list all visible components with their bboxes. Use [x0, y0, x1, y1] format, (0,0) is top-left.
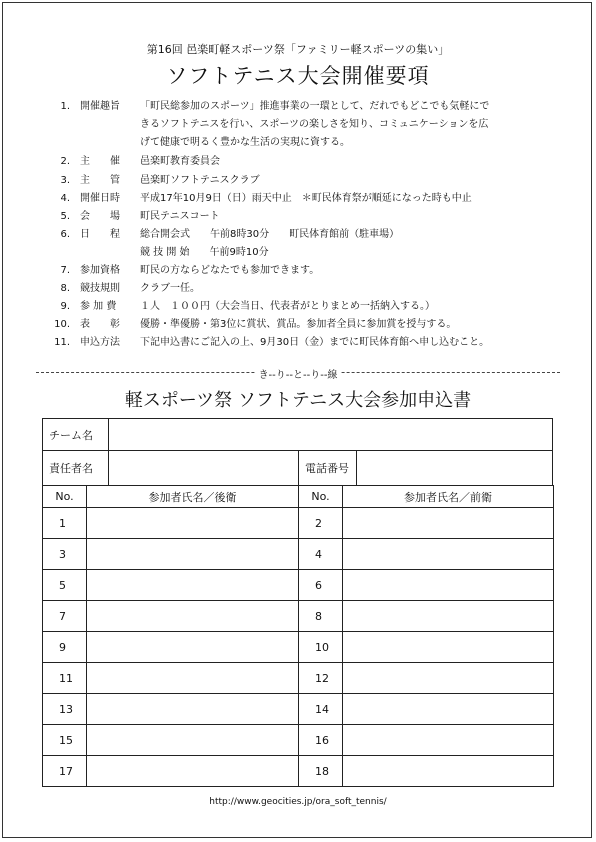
- page-title: ソフトテニス大会開催要項: [166, 64, 430, 88]
- rear-player-field[interactable]: [87, 601, 299, 632]
- item-label: 参 加 費: [80, 301, 117, 312]
- row-number: 14: [299, 694, 343, 725]
- row-number: 17: [43, 756, 87, 787]
- item-number: 5.: [60, 211, 70, 222]
- form-title: 軽スポーツ祭 ソフトテニス大会参加申込書: [124, 390, 472, 411]
- table-row: [43, 694, 554, 725]
- row-number: 4: [299, 539, 343, 570]
- front-player-field[interactable]: [343, 694, 554, 725]
- no-header: No.: [43, 486, 87, 508]
- front-player-field[interactable]: [343, 632, 554, 663]
- table-row: [43, 756, 554, 787]
- item-number: 1.: [60, 101, 70, 112]
- item-number: 11.: [54, 337, 70, 348]
- team-info-table: [42, 418, 553, 486]
- row-number: 5: [43, 570, 87, 601]
- table-row: [43, 570, 554, 601]
- cut-line: [36, 366, 560, 381]
- row-number: 7: [43, 601, 87, 632]
- item-number: 9.: [60, 301, 70, 312]
- item-label: 参加資格: [80, 265, 120, 276]
- row-number: 11: [43, 663, 87, 694]
- front-player-header: 参加者氏名／前衛: [343, 486, 554, 508]
- row-number: 12: [299, 663, 343, 694]
- front-player-field[interactable]: [343, 756, 554, 787]
- rear-player-field[interactable]: [87, 508, 299, 539]
- leader-name-field[interactable]: [109, 451, 299, 486]
- item-number: 3.: [60, 175, 70, 186]
- front-player-field[interactable]: [343, 570, 554, 601]
- row-number: 10: [299, 632, 343, 663]
- item-label: 会 場: [80, 211, 120, 222]
- item-label: 開催趣旨: [80, 101, 120, 112]
- rear-player-field[interactable]: [87, 756, 299, 787]
- table-row: [43, 725, 554, 756]
- item-number: 10.: [54, 319, 70, 330]
- rear-player-field[interactable]: [87, 663, 299, 694]
- event-subtitle: 第16回 邑楽町軽スポーツ祭「ファミリー軽スポーツの集い」: [146, 43, 450, 56]
- row-number: 16: [299, 725, 343, 756]
- item-value: 競 技 開 始 午前9時10分: [140, 247, 269, 258]
- item-value: 邑楽町教育委員会: [140, 156, 220, 167]
- item-value: 下記申込書にご記入の上、9月30日（金）までに町民体育館へ申し込むこと。: [140, 337, 490, 348]
- item-value: きるソフトテニスを行い、スポーツの楽しさを知り、コミュニケーションを広: [140, 119, 489, 130]
- table-row: [43, 508, 554, 539]
- item-label: 主 催: [80, 156, 120, 167]
- row-number: 2: [299, 508, 343, 539]
- rear-player-field[interactable]: [87, 694, 299, 725]
- item-number: 7.: [60, 265, 70, 276]
- leader-name-label: 責任者名: [43, 451, 109, 486]
- front-player-field[interactable]: [343, 725, 554, 756]
- item-label: 主 管: [80, 175, 120, 186]
- table-row: [43, 632, 554, 663]
- item-value: １人 １００円（大会当日、代表者がとりまとめ一括納入する。）: [140, 301, 435, 312]
- row-number: 3: [43, 539, 87, 570]
- row-number: 9: [43, 632, 87, 663]
- rear-player-field[interactable]: [87, 725, 299, 756]
- item-value: げて健康で明るく豊かな生活の実現に資する。: [140, 137, 350, 148]
- item-label: 競技規則: [80, 283, 120, 294]
- front-player-field[interactable]: [343, 539, 554, 570]
- table-row: [43, 539, 554, 570]
- row-number: 6: [299, 570, 343, 601]
- team-name-field[interactable]: [109, 419, 553, 451]
- item-label: 表 彰: [80, 319, 120, 330]
- item-number: 6.: [60, 229, 70, 240]
- item-value: クラブ一任。: [140, 283, 200, 294]
- row-number: 8: [299, 601, 343, 632]
- rear-player-field[interactable]: [87, 632, 299, 663]
- item-label: 日 程: [80, 229, 120, 240]
- phone-label: 電話番号: [299, 451, 357, 486]
- item-label: 申込方法: [80, 337, 120, 348]
- item-value: 町民テニスコート: [140, 211, 220, 222]
- phone-field[interactable]: [357, 451, 553, 486]
- rear-player-field[interactable]: [87, 539, 299, 570]
- no-header: No.: [299, 486, 343, 508]
- item-label: 開催日時: [80, 193, 120, 204]
- row-number: 1: [43, 508, 87, 539]
- row-number: 15: [43, 725, 87, 756]
- front-player-field[interactable]: [343, 508, 554, 539]
- front-player-field[interactable]: [343, 663, 554, 694]
- item-value: 総合開会式 午前8時30分 町民体育館前（駐車場）: [140, 229, 400, 240]
- table-header-row: [43, 486, 554, 508]
- team-name-label: チーム名: [43, 419, 109, 451]
- item-number: 2.: [60, 156, 70, 167]
- item-value: 平成17年10月9日（日）雨天中止 ＊町民体育祭が順延になった時も中止: [140, 193, 472, 204]
- rear-player-field[interactable]: [87, 570, 299, 601]
- table-row: [43, 663, 554, 694]
- item-number: 8.: [60, 283, 70, 294]
- item-value: 優勝・準優勝・第3位に賞状、賞品。参加者全員に参加賞を授与する。: [140, 319, 457, 330]
- item-number: 4.: [60, 193, 70, 204]
- row-number: 18: [299, 756, 343, 787]
- table-row: [43, 601, 554, 632]
- rear-player-header: 参加者氏名／後衛: [87, 486, 299, 508]
- participants-table: [42, 485, 554, 787]
- item-value: 邑楽町ソフトテニスクラブ: [140, 175, 260, 186]
- footer-url[interactable]: http://www.geocities.jp/ora_soft_tennis/: [209, 797, 387, 807]
- front-player-field[interactable]: [343, 601, 554, 632]
- row-number: 13: [43, 694, 87, 725]
- item-value: 町民の方ならどなたでも参加できます。: [140, 265, 320, 276]
- cut-line-label: き--り--と--り--線: [255, 370, 342, 381]
- item-value: 「町民総参加のスポーツ」推進事業の一環として、だれでもどこでも気軽にで: [140, 101, 490, 112]
